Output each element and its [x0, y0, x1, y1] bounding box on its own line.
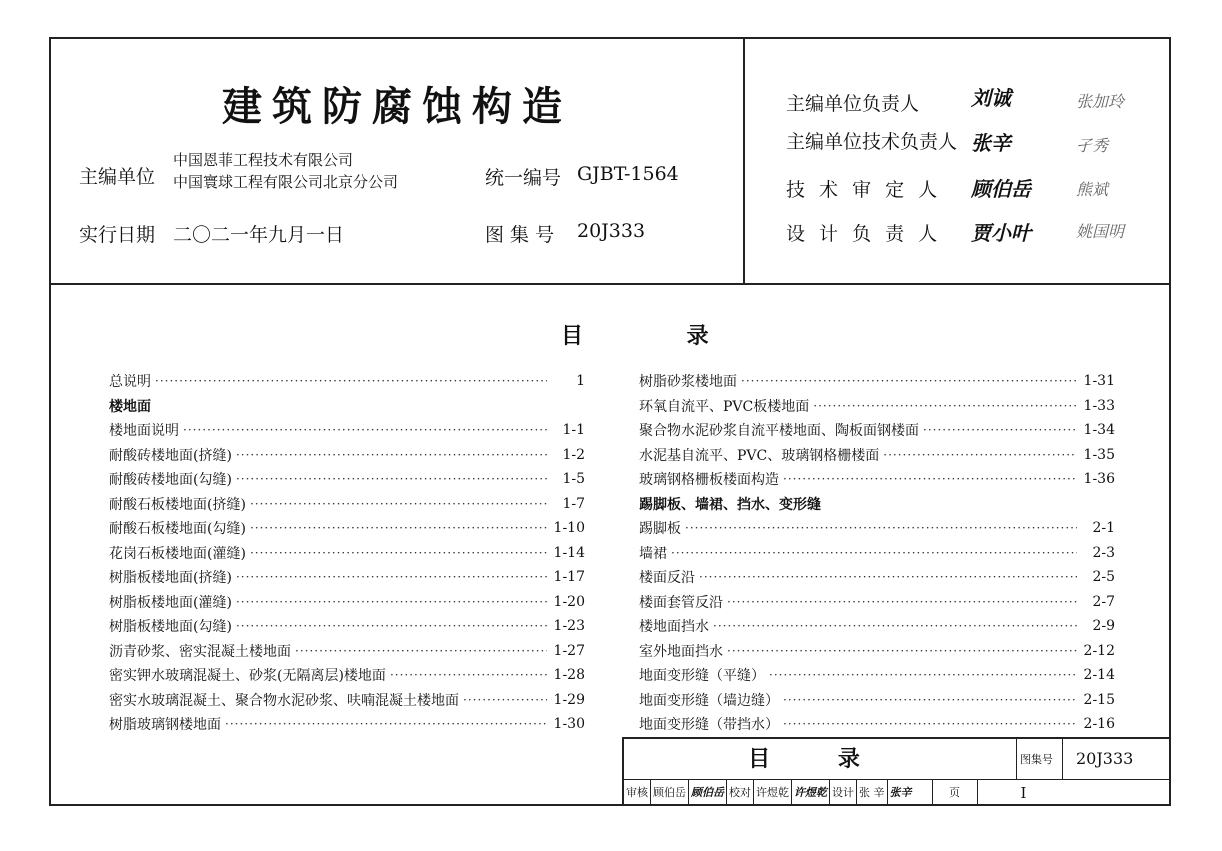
toc-entry-title: 耐酸石板楼地面(勾缝)	[109, 521, 246, 538]
toc-entry-title: 楼面套管反沿	[639, 594, 723, 611]
toc-entry	[639, 467, 1115, 492]
toc-entry	[639, 688, 1115, 713]
toc-entry-title: 玻璃钢格栅板楼面构造	[639, 472, 779, 489]
toc-entry-title: 楼地面	[109, 398, 151, 415]
toc-heading: 目 录	[561, 323, 757, 349]
title-block-atlas-label: 图集号	[1020, 753, 1053, 766]
toc-entry	[639, 565, 1115, 590]
toc-entry	[639, 516, 1115, 541]
toc-entry-page: 1-7	[562, 495, 585, 512]
toc-entry-title: 楼地面说明	[109, 423, 179, 440]
toc-entry-page: 1-14	[553, 544, 585, 561]
toc-entry-page: 2-16	[1083, 716, 1115, 733]
signature-alt-1: 张加玲	[1076, 92, 1125, 111]
code-label: 统一编号	[485, 167, 562, 189]
drawing-frame	[49, 37, 1171, 806]
toc-entry-title: 耐酸砖楼地面(勾缝)	[109, 472, 232, 489]
editor-unit-label: 主编单位	[79, 166, 156, 188]
toc-entry-title: 室外地面挡水	[639, 643, 723, 660]
toc-entry-page: 1-5	[562, 471, 585, 488]
toc-entry-page: 2-14	[1083, 667, 1115, 684]
toc-entry	[109, 492, 585, 517]
toc-leader-dots	[685, 521, 1077, 535]
toc-entry	[109, 443, 585, 468]
signature-3: 顾伯岳	[971, 177, 1031, 201]
toc-entry-title: 聚合物水泥砂浆自流平楼地面、陶板面钢楼面	[639, 423, 919, 440]
toc-leader-dots	[155, 374, 547, 388]
toc-entry	[109, 712, 585, 737]
toc-entry	[639, 418, 1115, 443]
toc-entry-title: 密实钾水玻璃混凝土、砂浆(无隔离层)楼地面	[109, 668, 386, 685]
toc-entry	[639, 369, 1115, 394]
role-label-2: 主编单位技术负责人	[786, 131, 958, 153]
toc-entry	[639, 639, 1115, 664]
check-name: 许煜乾	[754, 780, 792, 806]
toc-leader-dots	[699, 570, 1077, 584]
toc-entry	[109, 541, 585, 566]
toc-entry-title: 水泥基自流平、PVC、玻璃钢格栅楼面	[639, 447, 880, 464]
toc-left-column	[109, 369, 585, 737]
toc-leader-dots	[390, 668, 547, 682]
toc-entry-title: 总说明	[109, 374, 151, 391]
toc-entry-title: 楼地面挡水	[639, 619, 709, 636]
toc-entry-title: 沥青砂浆、密实混凝土楼地面	[109, 643, 291, 660]
toc-entry-title: 地面变形缝（墙边缝）	[639, 692, 779, 709]
toc-entry	[109, 565, 585, 590]
toc-leader-dots	[783, 472, 1077, 486]
toc-entry-title: 墙裙	[639, 545, 667, 562]
review-label: 审核	[624, 780, 651, 806]
toc-leader-dots	[813, 399, 1077, 413]
toc-entry	[109, 639, 585, 664]
toc-entry-page: 1-1	[562, 422, 585, 439]
code-value: GJBT-1564	[577, 163, 679, 185]
atlas-value: 20J333	[577, 220, 646, 242]
design-signature: 张辛	[888, 780, 933, 806]
toc-entry	[109, 590, 585, 615]
header-divider	[51, 283, 1169, 285]
role-label-3: 技 术 审 定 人	[786, 179, 942, 201]
toc-entry-title: 树脂板楼地面(灌缝)	[109, 594, 232, 611]
title-block-title: 目 录	[748, 746, 890, 772]
toc-entry	[109, 688, 585, 713]
toc-leader-dots	[883, 448, 1077, 462]
toc-entry-title: 密实水玻璃混凝土、聚合物水泥砂浆、呋喃混凝土楼地面	[109, 692, 459, 709]
editor-units	[173, 149, 398, 193]
check-signature: 许煜乾	[792, 780, 830, 806]
page-label: 页	[933, 780, 978, 806]
toc-leader-dots	[250, 546, 547, 560]
toc-entry-page: 1-29	[553, 691, 585, 708]
toc-entry-page: 1-31	[1083, 373, 1115, 390]
toc-entry-page: 2-9	[1092, 618, 1115, 635]
toc-leader-dots	[236, 472, 547, 486]
toc-leader-dots	[769, 668, 1077, 682]
toc-leader-dots	[225, 717, 547, 731]
toc-entry	[109, 663, 585, 688]
toc-leader-dots	[741, 374, 1077, 388]
toc-leader-dots	[713, 619, 1077, 633]
toc-entry-page: 1-10	[553, 520, 585, 537]
toc-leader-dots	[295, 644, 547, 658]
date-value: 二〇二一年九月一日	[173, 224, 345, 246]
signature-4: 贾小叶	[971, 221, 1031, 245]
atlas-label: 图 集 号	[485, 224, 555, 246]
toc-entry	[639, 663, 1115, 688]
toc-entry-title: 树脂砂浆楼地面	[639, 374, 737, 391]
toc-entry	[109, 418, 585, 443]
toc-entry	[109, 516, 585, 541]
date-label: 实行日期	[79, 224, 156, 246]
toc-entry	[639, 614, 1115, 639]
toc-entry-title: 环氧自流平、PVC板楼地面	[639, 398, 810, 415]
toc-entry-title: 树脂板楼地面(勾缝)	[109, 619, 232, 636]
toc-entry	[639, 590, 1115, 615]
editor-unit-2: 中国寰球工程有限公司北京分公司	[173, 173, 399, 191]
editor-unit-1: 中国恩菲工程技术有限公司	[173, 151, 354, 169]
signature-alt-2: 孑秀	[1076, 136, 1109, 155]
toc-entry	[639, 443, 1115, 468]
toc-leader-dots	[236, 570, 547, 584]
toc-entry-page: 1-36	[1083, 471, 1115, 488]
check-label: 校对	[727, 780, 754, 806]
title-block-divider	[1062, 739, 1063, 779]
toc-entry-page: 1-17	[553, 569, 585, 586]
toc-entry-page: 1-23	[553, 618, 585, 635]
toc-entry-page: 1-28	[553, 667, 585, 684]
toc-entry-page: 2-15	[1083, 691, 1115, 708]
toc-leader-dots	[463, 693, 547, 707]
toc-section-heading	[109, 394, 585, 419]
toc-entry-title: 树脂板楼地面(挤缝)	[109, 570, 232, 587]
toc-entry-page: 1-20	[553, 593, 585, 610]
page-value: I	[1020, 784, 1027, 802]
role-label-1: 主编单位负责人	[786, 93, 920, 115]
toc-entry-page: 2-3	[1092, 544, 1115, 561]
toc-entry-title: 地面变形缝（平缝）	[639, 668, 765, 685]
toc-leader-dots	[236, 619, 547, 633]
toc-leader-dots	[671, 546, 1077, 560]
toc-entry-page: 2-5	[1092, 569, 1115, 586]
toc-section-heading	[639, 492, 1115, 517]
toc-leader-dots	[236, 448, 547, 462]
toc-entry-title: 耐酸石板楼地面(挤缝)	[109, 496, 246, 513]
toc-leader-dots	[727, 644, 1077, 658]
toc-entry-page: 2-7	[1092, 593, 1115, 610]
toc-entry-page: 1-2	[562, 446, 585, 463]
toc-entry	[109, 467, 585, 492]
title-block-divider	[1016, 739, 1017, 779]
toc-leader-dots	[783, 693, 1077, 707]
toc-leader-dots	[183, 423, 547, 437]
toc-entry-title: 树脂玻璃钢楼地面	[109, 717, 221, 734]
toc-entry-title: 踢脚板	[639, 521, 681, 538]
toc-entry-page: 1-35	[1083, 446, 1115, 463]
toc-entry-title: 花岗石板楼地面(灌缝)	[109, 545, 246, 562]
toc-entry-page: 1-30	[553, 716, 585, 733]
signature-1: 刘诚	[971, 86, 1011, 110]
toc-leader-dots	[727, 595, 1077, 609]
design-label: 设计	[830, 780, 857, 806]
design-name: 张 辛	[857, 780, 888, 806]
review-name: 顾伯岳	[651, 780, 689, 806]
document-title: 建筑防腐蚀构造	[222, 83, 572, 130]
toc-right-column	[639, 369, 1115, 737]
toc-leader-dots	[250, 521, 547, 535]
title-block-signoff	[624, 780, 1070, 806]
toc-entry-page: 2-1	[1092, 520, 1115, 537]
toc-entry-title: 踢脚板、墙裙、挡水、变形缝	[639, 496, 821, 513]
toc-entry-page: 1	[576, 373, 585, 390]
toc-entry	[109, 614, 585, 639]
signature-2: 张辛	[971, 131, 1011, 155]
signature-alt-3: 熊斌	[1076, 180, 1109, 199]
toc-entry	[109, 369, 585, 394]
toc-entry	[639, 541, 1115, 566]
toc-entry-title: 地面变形缝（带挡水）	[639, 717, 779, 734]
toc-leader-dots	[236, 595, 547, 609]
title-block	[622, 737, 1171, 806]
toc-leader-dots	[923, 423, 1077, 437]
signature-alt-4: 姚国明	[1076, 222, 1125, 241]
toc-entry-page: 2-12	[1083, 642, 1115, 659]
toc-entry	[639, 712, 1115, 737]
header-vertical-divider	[743, 39, 745, 283]
role-label-4: 设 计 负 责 人	[786, 223, 942, 245]
toc-leader-dots	[250, 497, 547, 511]
review-signature: 顾伯岳	[689, 780, 727, 806]
toc-entry-title: 楼面反沿	[639, 570, 695, 587]
toc-entry-page: 1-33	[1083, 397, 1115, 414]
toc-entry-page: 1-34	[1083, 422, 1115, 439]
title-block-atlas-value: 20J333	[1076, 749, 1134, 768]
toc-entry-page: 1-27	[553, 642, 585, 659]
toc-entry	[639, 394, 1115, 419]
toc-entry-title: 耐酸砖楼地面(挤缝)	[109, 447, 232, 464]
toc-leader-dots	[783, 717, 1077, 731]
